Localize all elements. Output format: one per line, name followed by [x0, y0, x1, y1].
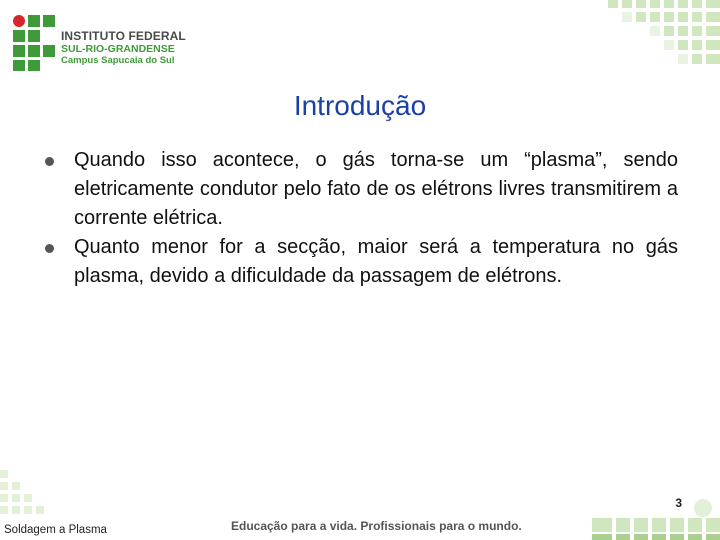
bullet-text: Quanto menor for a secção, maior será a temperatura no gás plasma, devido a dificuldade da passagem de elétrons.	[74, 236, 678, 287]
bullet-text: Quando isso acontece, o gás torna-se um “plasma”, sendo eletricamente condutor pelo fato de os elétrons livres transmitirem a corrente elétrica.	[74, 149, 678, 229]
footer-course-label: Soldagem a Plasma	[4, 524, 107, 536]
footer-slogan: Educação para a vida. Profissionais para o mundo.	[231, 519, 522, 533]
logo-campus: Campus Sapucaia do Sul	[61, 55, 175, 66]
bullet-item	[38, 146, 678, 233]
logo-title: INSTITUTO FEDERAL	[61, 29, 186, 43]
bullet-list	[38, 146, 678, 291]
bullet-item	[38, 233, 678, 291]
slide-title: Introdução	[293, 90, 427, 121]
institute-logo	[12, 12, 212, 76]
decorative-squares-bottom-right	[590, 496, 720, 540]
bullet-dot-icon	[45, 244, 54, 253]
page-number: 3	[675, 496, 682, 510]
bullet-dot-icon	[45, 157, 54, 166]
decorative-squares-top-right	[608, 0, 720, 70]
logo-subtitle: SUL-RIO-GRANDENSE	[61, 43, 175, 55]
institute-logo-icon	[12, 14, 60, 72]
decorative-squares-bottom-left	[0, 470, 60, 520]
institute-logo-text	[61, 29, 186, 66]
